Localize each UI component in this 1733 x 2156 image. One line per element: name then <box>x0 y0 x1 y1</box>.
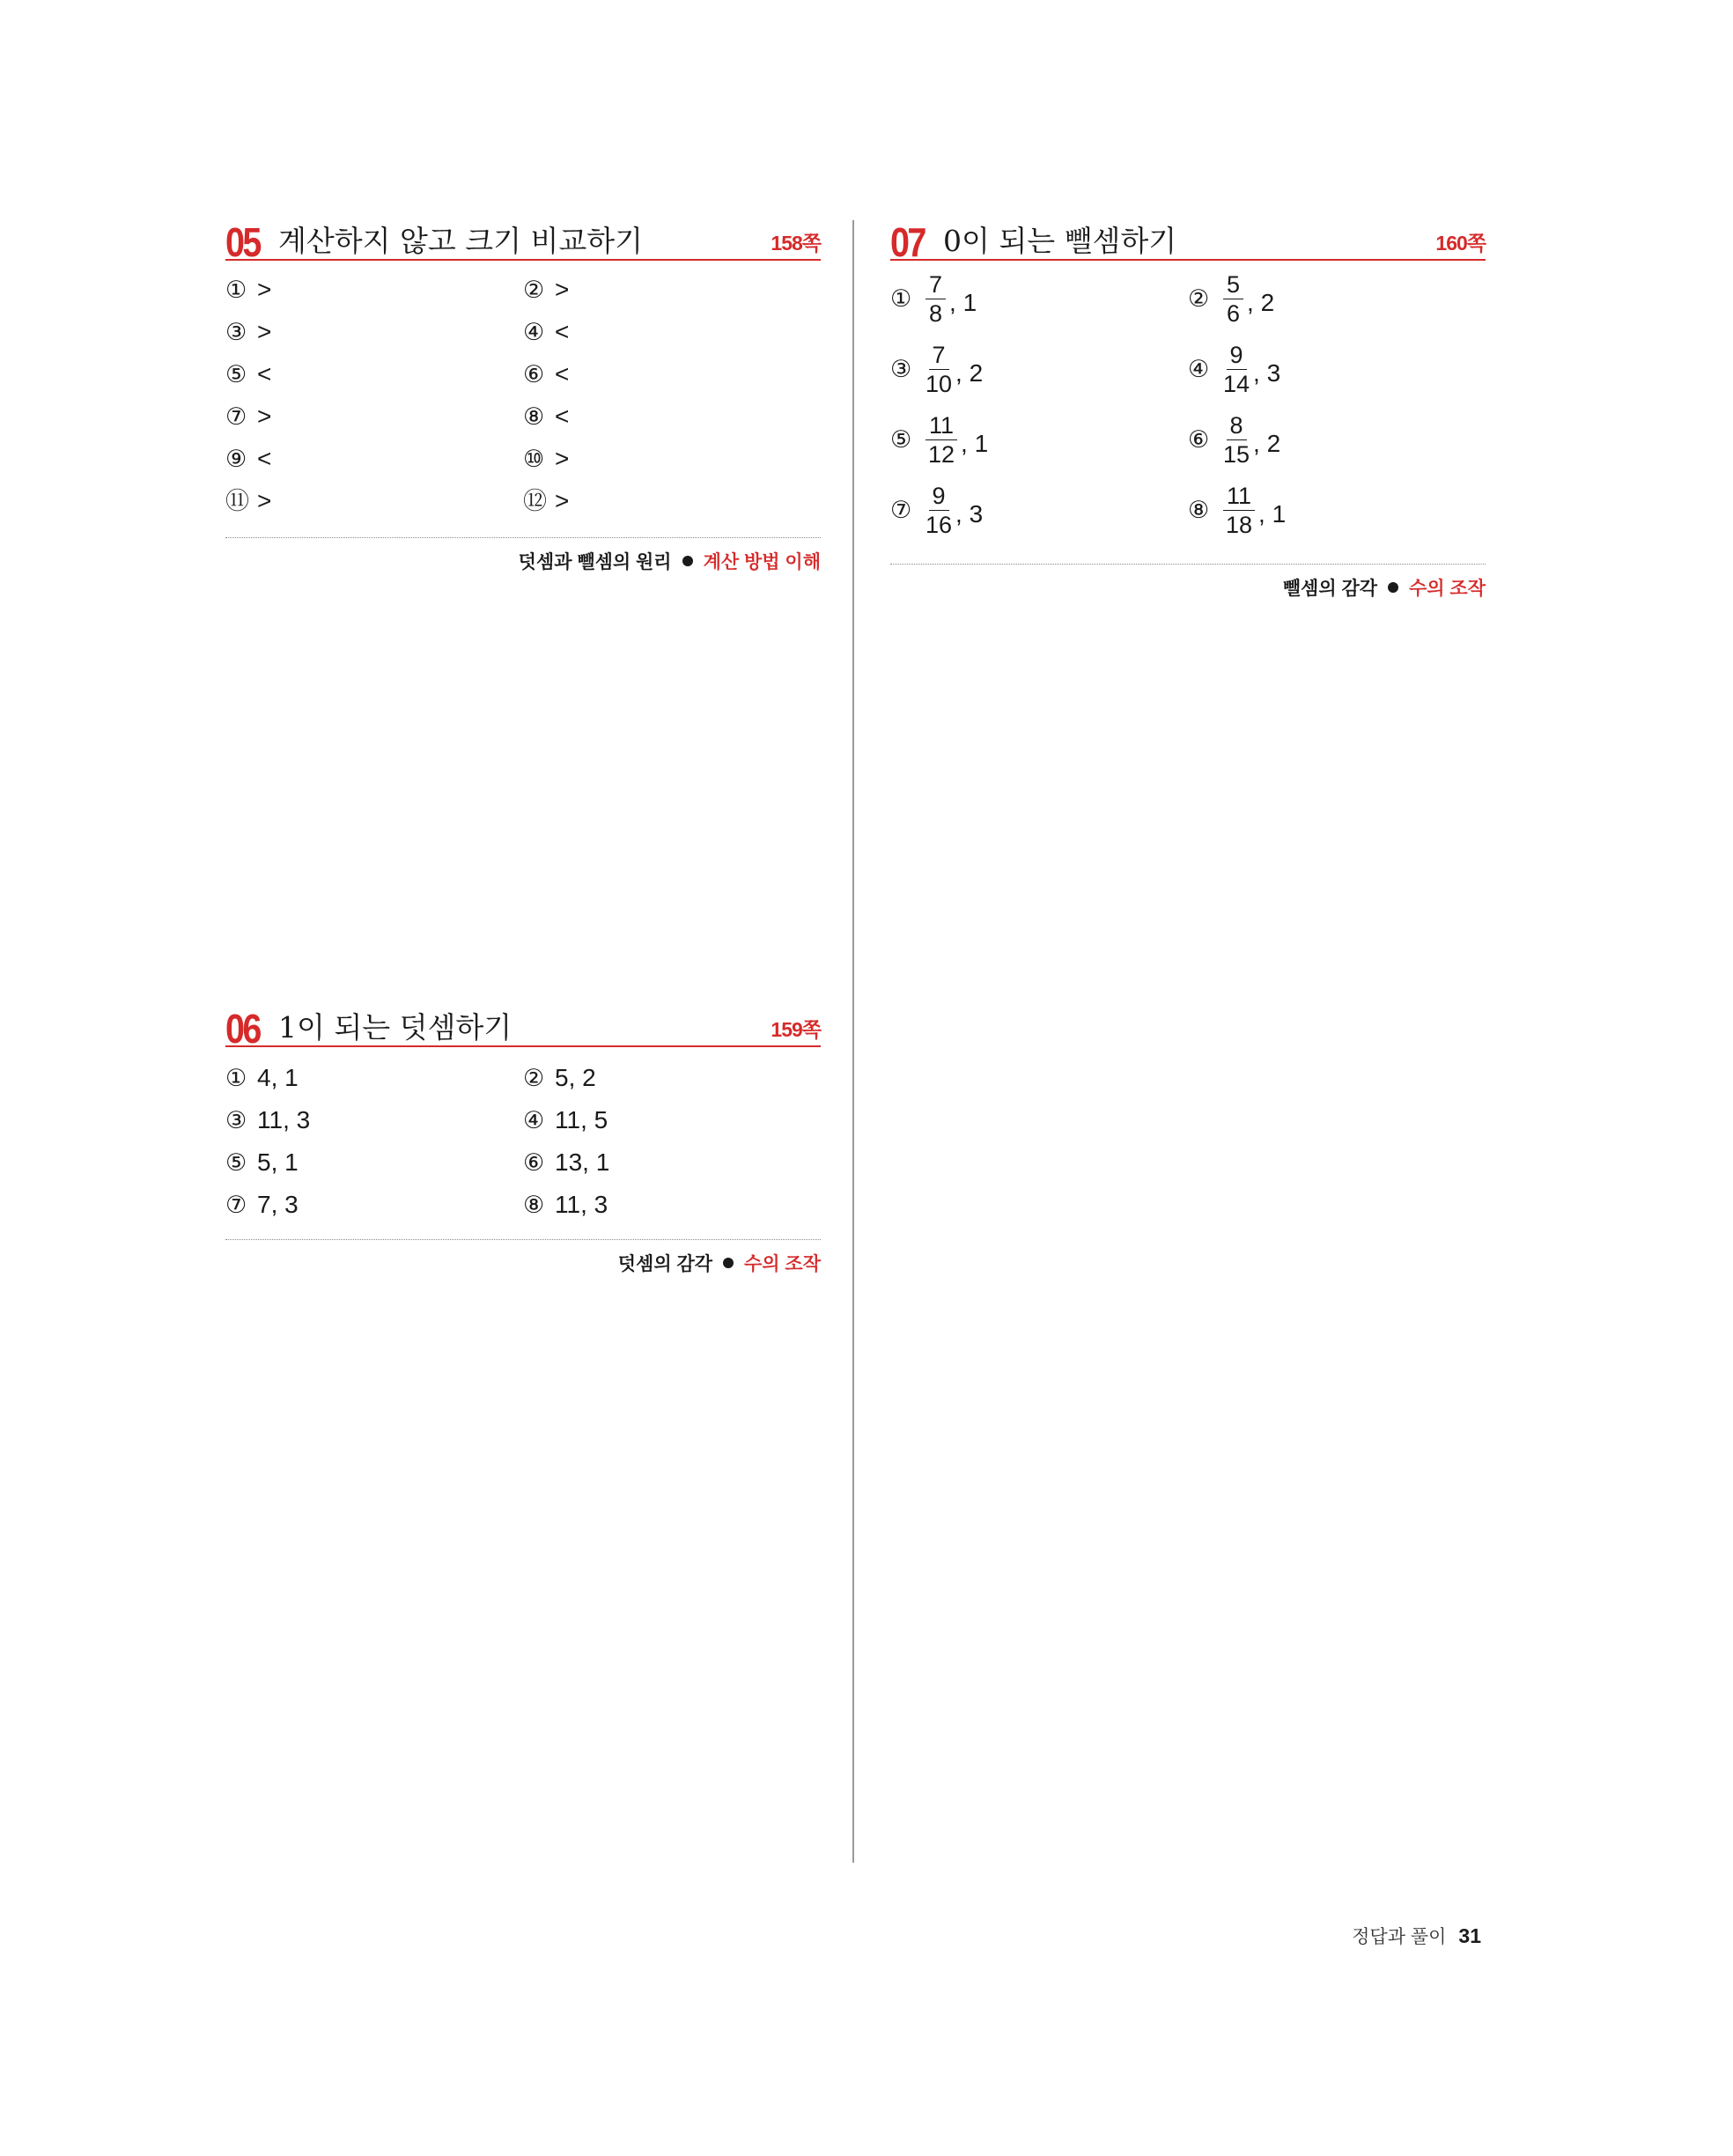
fraction <box>1223 342 1250 397</box>
fraction <box>925 342 952 397</box>
section-title: 계산하지 않고 크기 비교하기 <box>278 224 644 258</box>
answer-number: ④ <box>523 1107 545 1133</box>
footer-skill: 계산 방법 이해 <box>703 552 821 572</box>
answer-item <box>890 271 977 327</box>
answer-value: > <box>257 276 272 303</box>
section-header <box>225 1006 821 1052</box>
fraction-numerator: 9 <box>929 483 949 511</box>
fraction-numerator: 8 <box>1227 412 1247 440</box>
answer-value: < <box>555 360 570 388</box>
answer-item <box>523 1190 608 1220</box>
section-header <box>890 219 1486 265</box>
section-header <box>225 219 821 265</box>
section-05 <box>225 219 821 572</box>
answer-item <box>225 1105 310 1135</box>
page-reference: 159쪽 <box>771 1018 821 1041</box>
footer-skill: 수의 조작 <box>1409 579 1486 599</box>
fraction-numerator: 9 <box>1227 342 1247 370</box>
fraction <box>925 271 946 327</box>
footer-skill: 수의 조작 <box>744 1254 821 1274</box>
answer-item <box>523 359 569 389</box>
fraction-denominator: 8 <box>929 300 943 327</box>
page-reference: 158쪽 <box>771 232 821 255</box>
answer-value: , 1 <box>949 288 977 316</box>
answer-value: 5, 2 <box>555 1064 596 1091</box>
page-reference: 160쪽 <box>1435 232 1486 255</box>
answer-value: > <box>555 276 570 303</box>
answer-item <box>523 1063 596 1093</box>
answer-value: 5, 1 <box>257 1148 299 1176</box>
answer-number: ⑩ <box>523 446 545 472</box>
answer-number: ⑥ <box>523 361 545 388</box>
fraction-numerator: 7 <box>925 271 946 299</box>
answer-item <box>523 1148 609 1178</box>
section-07 <box>890 219 1486 599</box>
fraction-denominator: 14 <box>1223 371 1250 397</box>
answer-number: ⑪ <box>225 488 249 514</box>
answer-item <box>225 275 271 305</box>
answer-number: ③ <box>890 356 912 382</box>
answer-item <box>225 359 271 389</box>
fraction-denominator: 16 <box>925 512 953 538</box>
section-title: 1이 되는 덧셈하기 <box>278 1010 513 1045</box>
answer-item <box>890 412 988 468</box>
section-06 <box>225 1006 821 1274</box>
bullet-icon <box>723 1258 734 1268</box>
answer-value: , 1 <box>961 429 989 457</box>
answer-number: ⑧ <box>1188 497 1210 523</box>
answer-value: > <box>555 487 570 514</box>
dotted-divider <box>225 1239 821 1240</box>
footer-topic: 덧셈의 감각 <box>617 1254 713 1274</box>
answer-item <box>523 444 569 474</box>
answer-value: > <box>257 402 272 430</box>
fraction-denominator: 18 <box>1225 512 1253 538</box>
dotted-divider <box>890 564 1486 565</box>
section-number: 07 <box>890 219 925 265</box>
answer-value: , 2 <box>1253 429 1281 457</box>
answer-number: ⑨ <box>225 446 247 472</box>
fraction <box>1223 483 1255 538</box>
answer-value: , 1 <box>1258 499 1287 528</box>
answer-item <box>523 275 569 305</box>
answer-value: 11, 3 <box>257 1106 311 1133</box>
answer-value: < <box>555 318 570 345</box>
answer-item <box>1188 342 1280 397</box>
answer-value: , 2 <box>1247 288 1275 316</box>
answer-number: ④ <box>523 319 545 345</box>
fraction-denominator: 12 <box>927 441 955 468</box>
answer-item <box>523 1105 608 1135</box>
dotted-divider <box>225 537 821 538</box>
answer-number: ⑤ <box>890 426 912 453</box>
answer-item <box>225 1190 299 1220</box>
answer-item <box>523 402 569 432</box>
answer-number: ⑤ <box>225 1149 247 1176</box>
fraction-numerator: 7 <box>929 342 949 370</box>
answer-number: ③ <box>225 1107 247 1133</box>
section-footer-tag <box>618 1250 821 1276</box>
answer-number: ⑥ <box>523 1149 545 1176</box>
section-number: 06 <box>225 1006 260 1052</box>
answer-item <box>523 486 569 516</box>
answer-number: ④ <box>1188 356 1210 382</box>
answer-value: < <box>555 402 570 430</box>
section-footer-tag <box>1283 574 1486 601</box>
answer-item <box>1188 412 1280 468</box>
answer-number: ③ <box>225 319 247 345</box>
answer-item <box>225 486 271 516</box>
answer-number: ② <box>523 1065 545 1091</box>
answer-value: , 2 <box>955 358 984 387</box>
bullet-icon <box>682 556 693 566</box>
answer-value: 4, 1 <box>257 1064 299 1091</box>
fraction-denominator: 6 <box>1227 300 1241 327</box>
section-title: 0이 되는 뺄셈하기 <box>943 224 1177 258</box>
answer-number: ⑦ <box>225 403 247 430</box>
answer-number: ① <box>225 1065 247 1091</box>
page-footer-label: 정답과 풀이 <box>1352 1927 1447 1947</box>
answer-value: 11, 5 <box>555 1106 608 1133</box>
fraction-denominator: 15 <box>1223 441 1250 468</box>
answer-number: ② <box>523 277 545 303</box>
fraction <box>925 412 957 468</box>
answer-number: ⑦ <box>890 497 912 523</box>
answer-value: > <box>257 318 272 345</box>
column-divider <box>852 220 854 1863</box>
answer-value: , 3 <box>955 499 984 528</box>
fraction-numerator: 11 <box>925 412 957 440</box>
answer-value: 11, 3 <box>555 1191 608 1218</box>
bullet-icon <box>1388 582 1398 593</box>
fraction-numerator: 5 <box>1223 271 1243 299</box>
answer-number: ① <box>225 277 247 303</box>
answer-value: 13, 1 <box>555 1148 610 1176</box>
answer-value: > <box>555 445 570 472</box>
answer-value: < <box>257 445 272 472</box>
fraction <box>925 483 952 538</box>
answer-item <box>1188 483 1286 538</box>
answer-number: ⑥ <box>1188 426 1210 453</box>
fraction-numerator: 11 <box>1223 483 1255 511</box>
footer-topic: 덧셈과 뺄셈의 원리 <box>518 552 672 572</box>
answer-item <box>225 444 271 474</box>
answer-number: ① <box>890 285 912 312</box>
footer-topic: 뺄셈의 감각 <box>1282 579 1378 599</box>
answer-number: ⑦ <box>225 1192 247 1218</box>
page-footer <box>1352 1923 1481 1949</box>
answer-item <box>523 317 569 347</box>
page-number: 31 <box>1458 1923 1481 1947</box>
answer-value: 7, 3 <box>257 1191 299 1218</box>
answer-item <box>225 317 271 347</box>
answer-number: ⑧ <box>523 1192 545 1218</box>
answer-item <box>225 1063 299 1093</box>
section-number: 05 <box>225 219 260 265</box>
answer-value: > <box>257 487 272 514</box>
answer-number: ② <box>1188 285 1210 312</box>
fraction <box>1223 412 1250 468</box>
answer-item <box>225 402 271 432</box>
fraction <box>1223 271 1243 327</box>
answer-item <box>1188 271 1274 327</box>
answer-item <box>225 1148 299 1178</box>
answer-item <box>890 342 983 397</box>
answer-value: < <box>257 360 272 388</box>
answer-value: , 3 <box>1253 358 1281 387</box>
section-footer-tag <box>519 548 821 574</box>
answer-number: ⑫ <box>523 488 547 514</box>
fraction-denominator: 10 <box>925 371 953 397</box>
answer-number: ⑤ <box>225 361 247 388</box>
answer-item <box>890 483 983 538</box>
answer-number: ⑧ <box>523 403 545 430</box>
